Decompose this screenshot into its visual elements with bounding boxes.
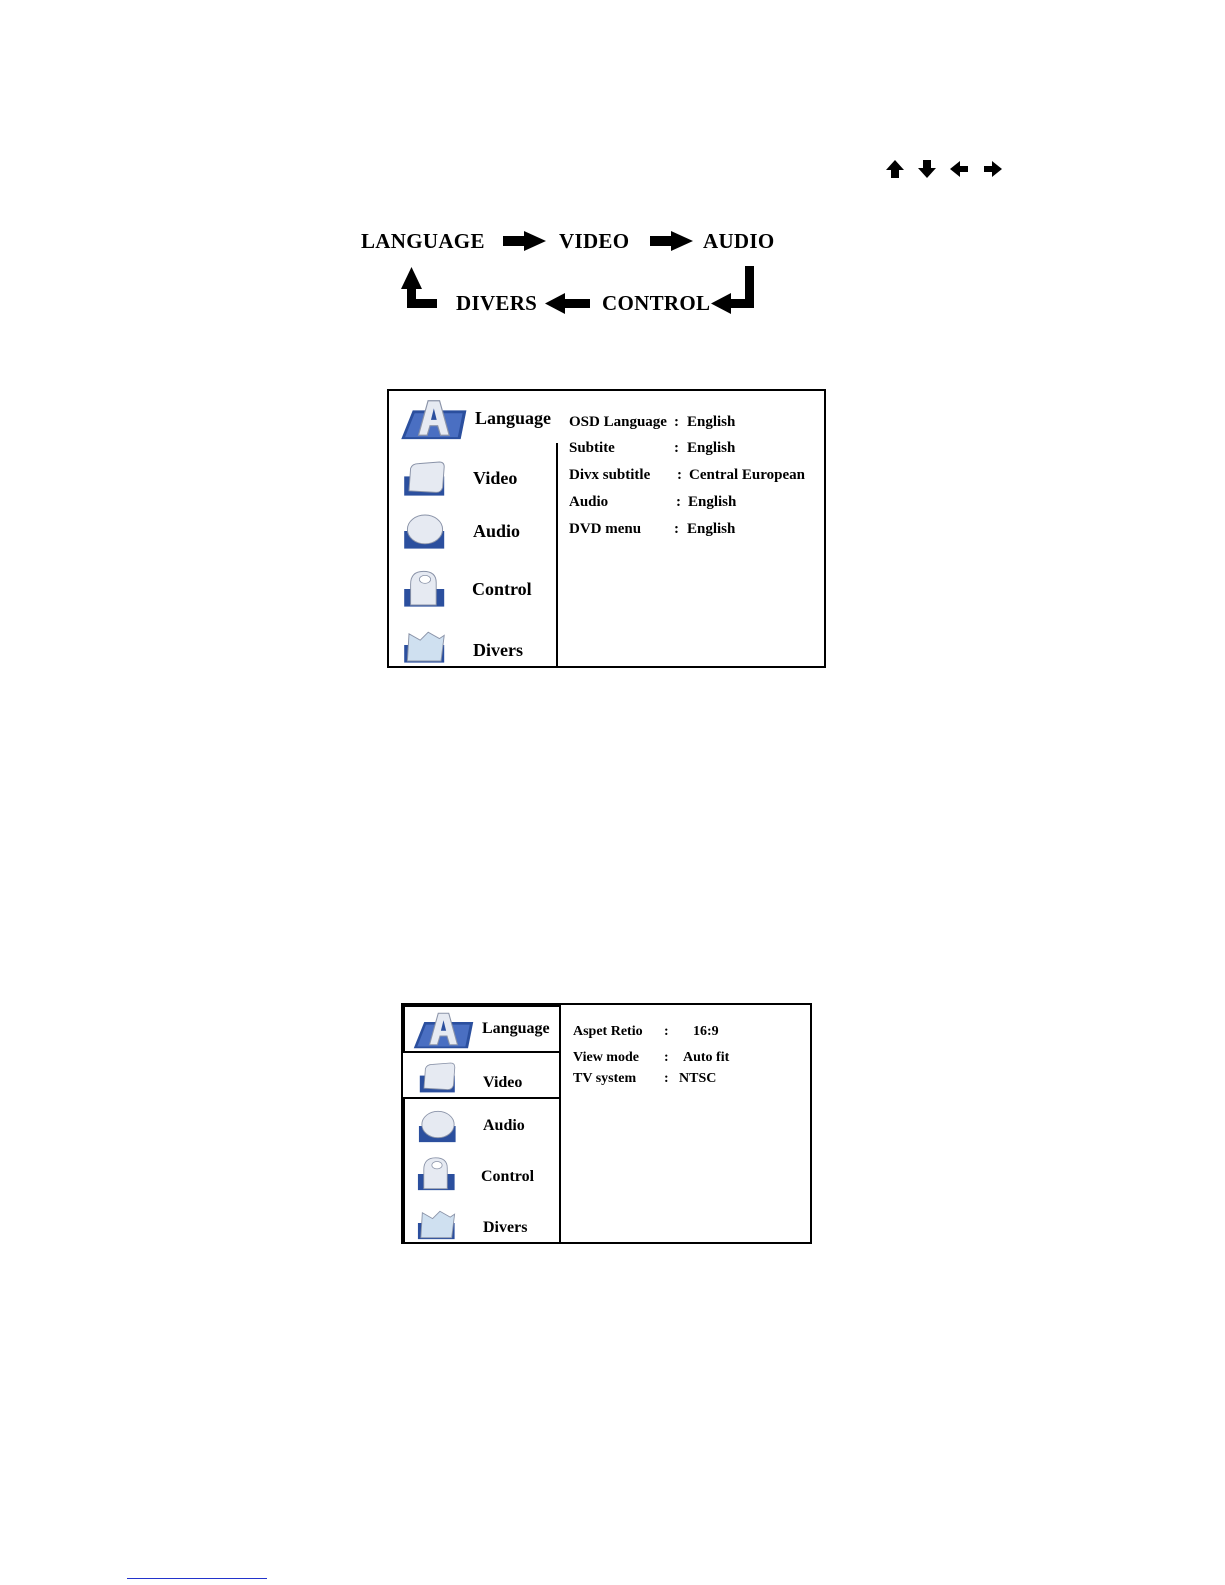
setting-name: Audio xyxy=(569,494,609,510)
flow-arrow-up-icon xyxy=(401,267,437,308)
divers-icon xyxy=(401,624,449,666)
tab-label: Language xyxy=(482,1020,550,1037)
setting-name: DVD menu xyxy=(569,521,642,537)
setup-menu-video xyxy=(401,1003,812,1244)
tab-label: Language xyxy=(475,407,552,428)
tab-control[interactable] xyxy=(403,1153,534,1195)
tab-divers[interactable] xyxy=(403,1203,527,1243)
flow-node-language: LANGUAGE xyxy=(361,229,485,253)
setting-separator: : xyxy=(664,1050,669,1065)
flow-arrow-right-icon xyxy=(650,231,693,251)
setting-separator: : xyxy=(674,521,679,537)
setting-view-mode[interactable] xyxy=(573,1050,803,1068)
footnote-separator xyxy=(127,1578,267,1579)
setting-subtitle[interactable] xyxy=(569,440,819,460)
setting-name: TV system xyxy=(573,1071,637,1086)
setting-value: English xyxy=(687,521,736,537)
setting-audio[interactable] xyxy=(569,494,819,514)
setting-separator: : xyxy=(676,494,681,510)
tab-language[interactable] xyxy=(403,1007,550,1051)
control-icon xyxy=(401,566,449,612)
setting-separator: : xyxy=(674,440,679,456)
tab-label: Control xyxy=(481,1168,535,1185)
setting-dvd-menu[interactable] xyxy=(569,521,819,541)
flow-arrow-return-icon xyxy=(711,266,754,314)
tab-label: Video xyxy=(483,1074,523,1091)
tab-control[interactable] xyxy=(389,563,532,615)
tab-video[interactable] xyxy=(403,1057,522,1097)
setting-aspect-ratio[interactable] xyxy=(573,1024,803,1042)
setting-value: Auto fit xyxy=(683,1050,730,1065)
flow-arrow-right-icon xyxy=(503,231,546,251)
tab-label: Video xyxy=(473,467,518,488)
audio-icon xyxy=(401,510,449,552)
setting-name: OSD Language xyxy=(569,414,667,430)
control-icon xyxy=(415,1153,459,1195)
setting-separator: : xyxy=(664,1071,669,1086)
setting-name: Divx subtitle xyxy=(569,467,651,483)
audio-icon xyxy=(416,1106,460,1146)
language-icon xyxy=(391,395,469,441)
tab-audio[interactable] xyxy=(403,1105,525,1147)
flow-node-audio: AUDIO xyxy=(703,229,775,253)
setting-tv-system[interactable] xyxy=(573,1071,803,1089)
tab-label: Control xyxy=(472,578,532,599)
flow-node-control: CONTROL xyxy=(602,291,711,315)
setup-menu-language xyxy=(387,389,826,668)
video-icon xyxy=(417,1058,459,1096)
setting-value: 16:9 xyxy=(693,1024,719,1039)
setting-osd-language[interactable] xyxy=(569,414,819,434)
language-icon xyxy=(405,1008,475,1050)
tab-divers[interactable] xyxy=(389,623,523,667)
divers-icon xyxy=(415,1204,459,1242)
tab-label: Audio xyxy=(473,520,521,541)
tab-label: Divers xyxy=(473,639,523,660)
setting-divx-subtitle[interactable] xyxy=(569,467,824,487)
setting-name: View mode xyxy=(573,1050,639,1065)
setting-separator: : xyxy=(664,1024,669,1039)
tab-video[interactable] xyxy=(389,453,517,503)
menu-divider xyxy=(559,1005,561,1242)
setting-separator: : xyxy=(677,467,682,483)
tab-language[interactable] xyxy=(389,393,551,443)
tab-audio[interactable] xyxy=(389,506,520,556)
setting-value: English xyxy=(688,494,737,510)
setting-value: Central European xyxy=(689,467,805,483)
setting-separator: : xyxy=(674,414,679,430)
video-icon xyxy=(401,457,449,499)
setting-name: Subtite xyxy=(569,440,615,456)
setting-name: Aspet Retio xyxy=(573,1024,643,1039)
flow-node-divers: DIVERS xyxy=(456,291,538,315)
flow-node-video: VIDEO xyxy=(559,229,630,253)
setting-value: NTSC xyxy=(679,1071,717,1086)
flow-arrow-left-icon xyxy=(545,293,590,314)
tab-label: Audio xyxy=(483,1117,525,1134)
tab-label: Divers xyxy=(483,1219,528,1236)
setting-value: English xyxy=(687,414,736,430)
setting-value: English xyxy=(687,440,736,456)
